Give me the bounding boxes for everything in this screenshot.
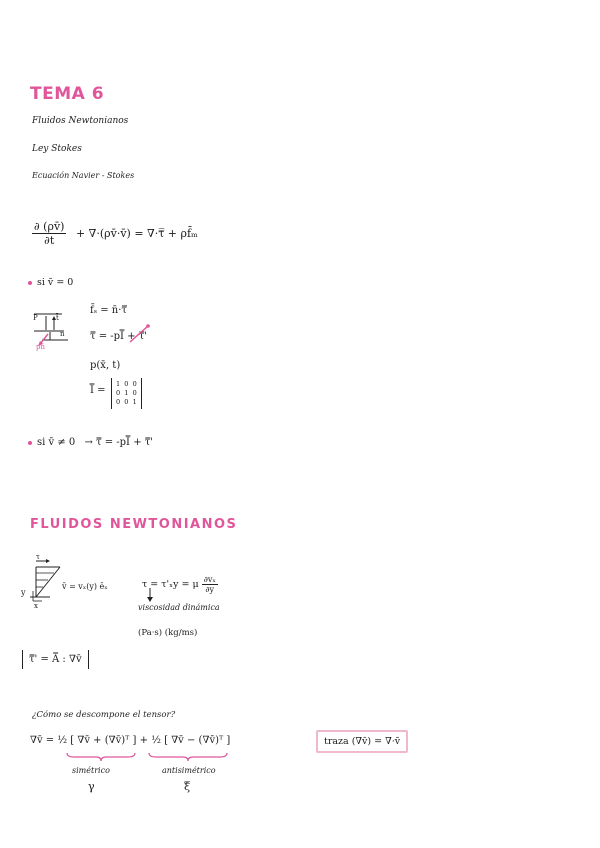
- case-nonzero-result: → τ̿ = -pI̿ + τ̿': [84, 437, 154, 448]
- velocity-derivative: [202, 575, 218, 594]
- decomp-lhs: ∇v̄ =: [30, 735, 55, 746]
- topic-line-2: Ley Stokes: [32, 144, 82, 154]
- section-title-tema: TEMA 6: [30, 84, 105, 104]
- pressure-eq: p(x̄, t): [90, 360, 121, 371]
- navier-stokes-equation: [32, 220, 198, 247]
- diagram-label-n: n̄: [60, 330, 65, 338]
- matrix-row: 1 0 0: [116, 380, 137, 388]
- matrix-row: 0 1 0: [116, 389, 137, 397]
- identity-matrix: [111, 378, 142, 409]
- derivative-denominator: ∂y: [205, 585, 215, 594]
- shear-stress-symbols: τ = τ'ₓy = μ: [142, 579, 199, 590]
- decomp-half-1: ½: [57, 735, 68, 746]
- antisymmetric-symbol: ξ̿: [184, 780, 191, 793]
- symmetric-label: simétrico: [72, 766, 110, 775]
- units-label: (Pa·s) (kg/ms): [138, 628, 198, 638]
- case-nonzero-label: si v̄ ≠ 0: [37, 437, 76, 448]
- ns-numerator: ∂ (ρv̄): [34, 220, 65, 233]
- matrix-row: 0 0 1: [116, 398, 137, 406]
- velocity-field-eq: v̄ = vₓ(y) ēₓ: [62, 582, 108, 591]
- bullet-icon: [28, 281, 32, 285]
- diagram-label-t: t̄: [56, 314, 59, 322]
- profile-label-x: x: [34, 602, 38, 610]
- topic-line-3: Ecuación Navier - Stokes: [32, 171, 135, 180]
- topic-line-1: Fluidos Newtonianos: [32, 116, 129, 126]
- surface-force-eq: f̄ₛ = n̄·τ̿: [90, 305, 127, 316]
- section-title-fluidos: FLUIDOS NEWTONIANOS: [30, 517, 238, 532]
- ns-denominator: ∂t: [44, 234, 55, 247]
- diagram-label-pn: pn̄: [36, 343, 45, 351]
- decomp-plus: +: [139, 735, 149, 746]
- profile-label-tau: τ: [36, 553, 40, 561]
- trace-box: traza (∇v̄) = ∇·v̄: [316, 730, 408, 753]
- profile-label-y: y: [21, 588, 26, 597]
- down-arrow-icon: [146, 588, 154, 602]
- ns-fraction: [32, 220, 66, 247]
- identity-label: I̿ =: [90, 385, 106, 396]
- decomp-antisymmetric-part: [ ∇v̄ − (∇v̄)ᵀ ]: [164, 735, 231, 746]
- constitutive-eq-box: τ̿' = A̿ : ∇v̄: [22, 650, 89, 669]
- symmetric-underbrace: [66, 752, 136, 762]
- case-zero-label: si v̄ = 0: [28, 277, 73, 288]
- strike-through-mark: [128, 322, 152, 344]
- antisymmetric-underbrace: [148, 752, 228, 762]
- decomposition-question: ¿Cómo se descompone el tensor?: [32, 710, 176, 720]
- viscosity-label: viscosidad dinámica: [138, 603, 220, 612]
- decomp-symmetric-part: [ ∇v̄ + (∇v̄)ᵀ ]: [70, 735, 137, 746]
- ns-rest: + ∇·(ρv̄·v̄) = ∇·τ̿ + ρf̄ₘ: [75, 226, 198, 240]
- antisymmetric-label: antisimétrico: [162, 766, 216, 775]
- stress-tensor-eq: τ̿ = -pI̿ + τ̿': [90, 331, 148, 342]
- derivative-numerator: ∂vₓ: [203, 575, 216, 584]
- symmetric-symbol: γ: [88, 780, 95, 793]
- decomposition-eq: [30, 735, 230, 746]
- decomp-half-2: ½: [151, 735, 161, 746]
- diagram-label-p: P: [33, 314, 38, 322]
- case-nonzero-line: [28, 437, 153, 448]
- bullet-icon: [28, 441, 32, 445]
